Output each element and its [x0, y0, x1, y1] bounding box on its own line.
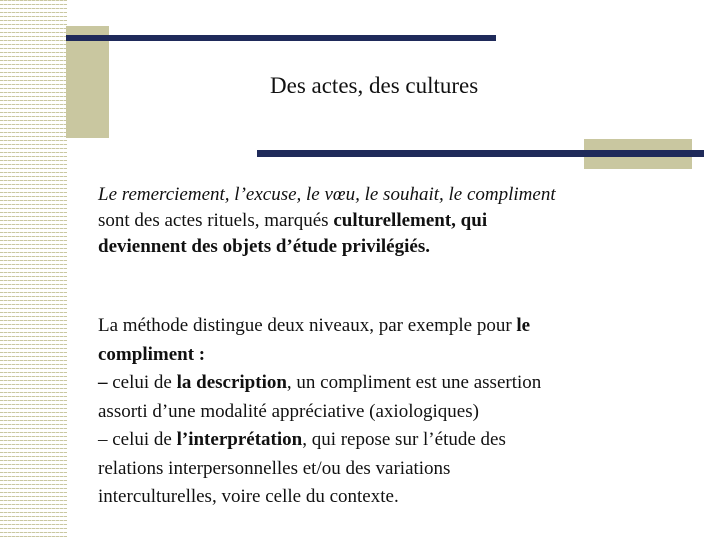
para1-line3: deviennent des objets d’étude privilégiés. [98, 236, 430, 257]
paragraph-method [98, 312, 698, 512]
slide-title: Des actes, des cultures [270, 73, 479, 98]
para1-line2: sont des actes rituels, marqués culturellement, qui [98, 210, 488, 231]
decorative-stripe-band [0, 0, 67, 540]
para2-line7: interculturelles, voire celle du contexte. [98, 486, 399, 507]
para2-line5: – celui de l’interprétation, qui repose sur l’étude des [98, 429, 506, 450]
decorative-bar-bottom [257, 150, 704, 157]
para1-line1: Le remerciement, l’excuse, le vœu, le souhait, le compliment [98, 184, 556, 205]
decorative-square-top [66, 26, 109, 138]
para2-line2: compliment : [98, 343, 206, 365]
para2-line1: La méthode distingue deux niveaux, par exemple pour le [98, 315, 531, 336]
para2-line6: relations interpersonnelles et/ou des variations [98, 457, 451, 479]
para2-line4: assorti d’une modalité appréciative (axiologiques) [98, 400, 479, 422]
para2-line3: – celui de la description, un compliment est une assertion [98, 372, 542, 393]
paragraph-rituals [98, 182, 698, 260]
decorative-bar-top [66, 35, 496, 41]
